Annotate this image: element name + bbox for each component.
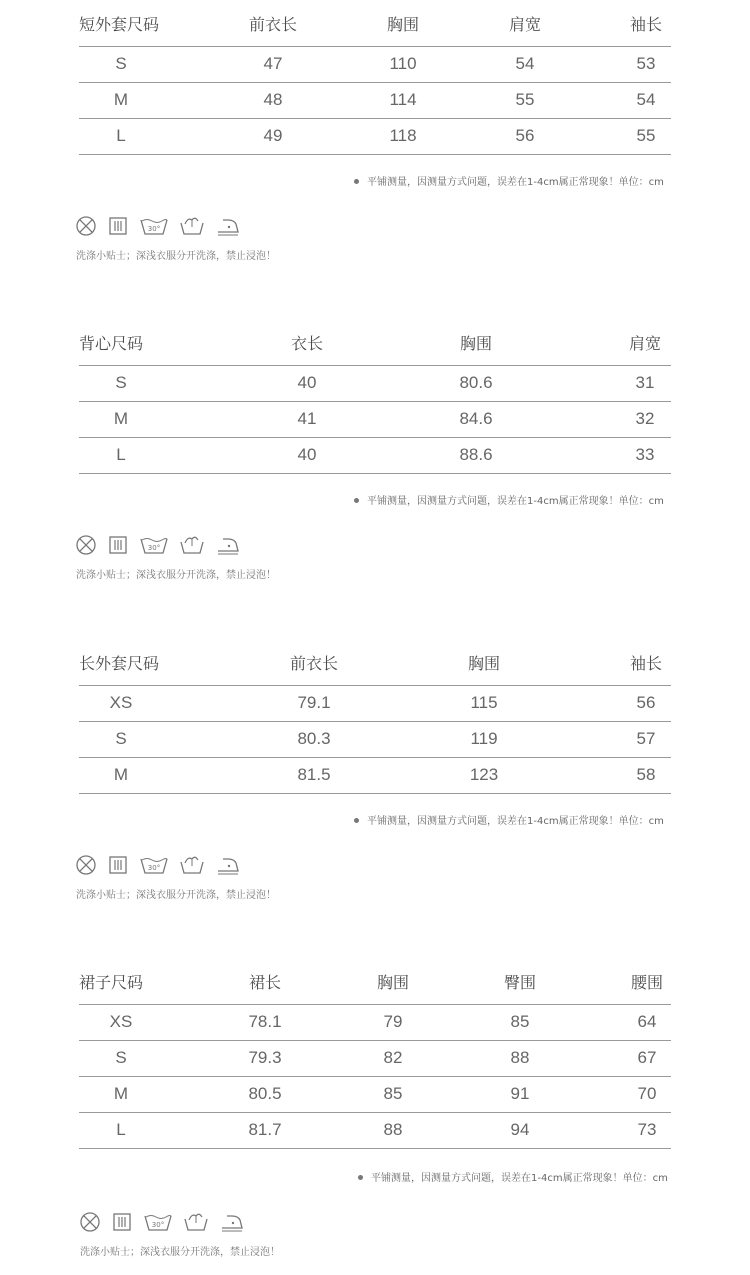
header-cell: 胸围	[376, 973, 410, 992]
table-cell: 67	[637, 1048, 657, 1067]
hand-wash-icon	[179, 854, 205, 876]
care-icons	[75, 534, 246, 556]
no-bleach-icon	[75, 534, 97, 556]
wash-30-icon	[143, 1211, 173, 1233]
short-jacket-size-table	[79, 0, 671, 155]
bullet-dot	[354, 818, 359, 823]
header-cell: 胸围	[386, 15, 420, 34]
measurement-note	[354, 492, 664, 507]
table-cell: 57	[636, 729, 656, 748]
header-cell: 胸围	[459, 334, 493, 353]
wash-temp-label: 30°	[147, 864, 161, 872]
table-cell: 80.5	[248, 1084, 282, 1103]
note-text: 平铺测量，因测量方式问题，误差在1-4cm属正常现象！单位：cm	[371, 1173, 668, 1184]
table-row	[79, 1113, 671, 1149]
table-cell: 40	[297, 373, 317, 392]
no-bleach-icon	[75, 215, 97, 237]
wash-tip: 洗涤小贴士；深浅衣服分开洗涤，禁止浸泡！	[76, 570, 276, 581]
table-cell: 80.6	[459, 373, 493, 392]
iron-low-icon	[215, 534, 241, 556]
table-cell: 49	[263, 126, 283, 145]
header-cell: 衣长	[290, 334, 324, 353]
header-cell: 袖长	[629, 654, 663, 673]
note-text: 平铺测量，因测量方式问题，误差在1-4cm属正常现象！单位：cm	[367, 816, 664, 827]
table-cell: 58	[636, 765, 656, 784]
table-cell: 47	[263, 54, 283, 73]
header-cell: 裙长	[248, 973, 282, 992]
header-cell: 胸围	[467, 654, 501, 673]
table-cell: S	[115, 54, 127, 73]
header-cell: 腰围	[630, 973, 664, 992]
table-cell: L	[116, 126, 126, 145]
table-cell: 79	[383, 1012, 403, 1031]
no-bleach-icon	[75, 854, 97, 876]
table-row	[79, 1077, 671, 1113]
table-cell: 115	[470, 693, 498, 712]
table-cell: 54	[636, 90, 656, 109]
table-row	[79, 438, 671, 474]
iron-low-icon	[215, 854, 241, 876]
table-cell: 85	[510, 1012, 530, 1031]
table-cell: 110	[389, 54, 417, 73]
table-cell: L	[116, 445, 126, 464]
table-cell: S	[115, 373, 127, 392]
care-icons	[75, 854, 246, 876]
table-cell: 123	[469, 765, 499, 784]
header-cell: 臀围	[503, 973, 537, 992]
table-row	[79, 402, 671, 438]
table-cell: 118	[389, 126, 417, 145]
table-cell: M	[113, 90, 129, 109]
header-cell: 背心尺码	[79, 334, 144, 353]
header-cell: 肩宽	[508, 15, 542, 34]
hand-wash-icon	[183, 1211, 209, 1233]
table-cell: 81.5	[297, 765, 331, 784]
table-cell: 114	[389, 90, 417, 109]
table-cell: 32	[635, 409, 655, 428]
wash-temp-label: 30°	[147, 544, 161, 552]
table-row	[79, 686, 671, 722]
wash-30-icon	[139, 215, 169, 237]
line-dry-icon	[107, 534, 129, 556]
skirt-size-table	[79, 958, 671, 1149]
header-cell: 长外套尺码	[79, 654, 160, 673]
table-cell: S	[115, 729, 127, 748]
iron-low-icon	[215, 215, 241, 237]
table-cell: 70	[637, 1084, 657, 1103]
table-row	[79, 1041, 671, 1077]
table-cell: 119	[470, 729, 498, 748]
table-header-row	[79, 0, 671, 47]
table-cell: 41	[297, 409, 317, 428]
line-dry-icon	[107, 215, 129, 237]
table-row	[79, 366, 671, 402]
header-cell: 裙子尺码	[79, 973, 144, 992]
table-cell: 53	[636, 54, 656, 73]
table-row	[79, 1005, 671, 1041]
table-row	[79, 722, 671, 758]
table-cell: M	[113, 765, 129, 784]
note-text: 平铺测量，因测量方式问题，误差在1-4cm属正常现象！单位：cm	[367, 177, 664, 188]
table-cell: XS	[109, 1012, 133, 1031]
header-cell: 短外套尺码	[79, 15, 160, 34]
table-cell: 33	[635, 445, 655, 464]
table-cell: 54	[515, 54, 535, 73]
header-cell: 前衣长	[289, 654, 339, 673]
care-icons	[79, 1211, 250, 1233]
table-cell: L	[116, 1120, 126, 1139]
bullet-dot	[358, 1175, 363, 1180]
table-cell: S	[115, 1048, 127, 1067]
wash-tip: 洗涤小贴士；深浅衣服分开洗涤，禁止浸泡！	[76, 251, 276, 262]
care-icons	[75, 215, 246, 237]
table-cell: 80.3	[297, 729, 331, 748]
vest-size-table	[79, 319, 671, 474]
table-cell: M	[113, 409, 129, 428]
table-cell: XS	[109, 693, 133, 712]
wash-temp-label: 30°	[151, 1221, 165, 1229]
table-cell: 64	[637, 1012, 657, 1031]
hand-wash-icon	[179, 534, 205, 556]
wash-30-icon	[139, 534, 169, 556]
wash-temp-label: 30°	[147, 225, 161, 233]
line-dry-icon	[107, 854, 129, 876]
table-row	[79, 83, 671, 119]
bullet-dot	[354, 498, 359, 503]
table-cell: 55	[636, 126, 656, 145]
table-cell: 79.1	[297, 693, 331, 712]
no-bleach-icon	[79, 1211, 101, 1233]
table-cell: 79.3	[248, 1048, 282, 1067]
wash-30-icon	[139, 854, 169, 876]
wash-tip: 洗涤小贴士；深浅衣服分开洗涤，禁止浸泡！	[80, 1247, 280, 1258]
header-cell: 前衣长	[248, 15, 298, 34]
table-cell: 56	[636, 693, 656, 712]
iron-low-icon	[219, 1211, 245, 1233]
table-cell: M	[113, 1084, 129, 1103]
table-cell: 31	[635, 373, 655, 392]
table-row	[79, 758, 671, 794]
note-text: 平铺测量，因测量方式问题，误差在1-4cm属正常现象！单位：cm	[367, 496, 664, 507]
table-row	[79, 47, 671, 83]
header-cell: 肩宽	[628, 334, 662, 353]
table-cell: 84.6	[459, 409, 493, 428]
table-header-row	[79, 319, 671, 366]
table-cell: 81.7	[248, 1120, 282, 1139]
measurement-note	[358, 1169, 668, 1184]
hand-wash-icon	[179, 215, 205, 237]
bullet-dot	[354, 179, 359, 184]
measurement-note	[354, 173, 664, 188]
table-cell: 82	[383, 1048, 403, 1067]
table-cell: 88	[383, 1120, 403, 1139]
table-cell: 88	[510, 1048, 530, 1067]
long-coat-size-table	[79, 639, 671, 794]
table-row	[79, 119, 671, 155]
table-cell: 91	[510, 1084, 530, 1103]
line-dry-icon	[111, 1211, 133, 1233]
table-cell: 73	[637, 1120, 657, 1139]
header-cell: 袖长	[629, 15, 663, 34]
table-cell: 85	[383, 1084, 403, 1103]
table-cell: 94	[510, 1120, 530, 1139]
measurement-note	[354, 812, 664, 827]
wash-tip: 洗涤小贴士；深浅衣服分开洗涤，禁止浸泡！	[76, 890, 276, 901]
table-header-row	[79, 639, 671, 686]
table-cell: 48	[263, 90, 283, 109]
table-cell: 56	[515, 126, 535, 145]
table-cell: 78.1	[248, 1012, 282, 1031]
table-header-row	[79, 958, 671, 1005]
table-cell: 55	[515, 90, 535, 109]
table-cell: 88.6	[459, 445, 493, 464]
table-cell: 40	[297, 445, 317, 464]
